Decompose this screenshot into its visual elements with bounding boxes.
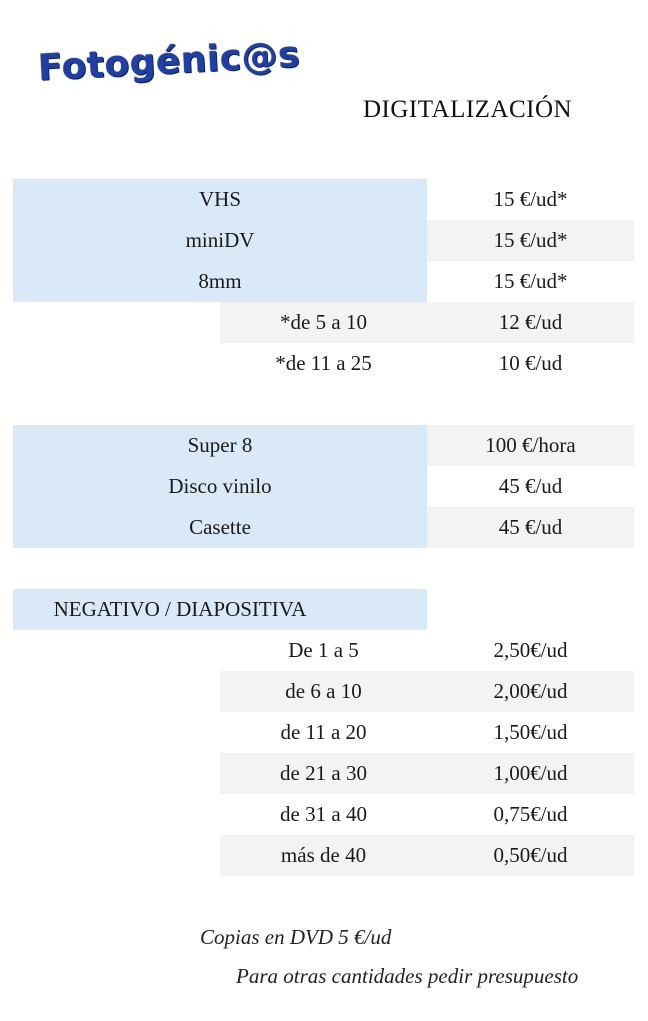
discount-price: 12 €/ud xyxy=(498,310,563,334)
negativo-range: De 1 a 5 xyxy=(288,638,359,662)
discount-range: *de 11 a 25 xyxy=(275,351,372,375)
negativo-range: de 11 a 20 xyxy=(280,720,367,744)
negativo-range: de 6 a 10 xyxy=(285,679,362,703)
negativo-range: más de 40 xyxy=(280,843,367,867)
video-item-name: miniDV xyxy=(185,228,255,252)
negativo-price: 1,50€/ud xyxy=(493,720,568,744)
video-item-name: VHS xyxy=(198,187,241,211)
page-title: DIGITALIZACIÓN xyxy=(363,96,573,123)
audio-item-price: 45 €/ud xyxy=(427,507,634,548)
video-item-name: 8mm xyxy=(198,269,242,293)
negativo-range: de 21 a 30 xyxy=(280,761,367,785)
negativo-range: de 31 a 40 xyxy=(280,802,367,826)
audio-item-price: 100 €/hora xyxy=(427,425,634,466)
audio-item-price: 45 €/ud xyxy=(498,474,563,498)
audio-item-name: Disco vinilo xyxy=(168,474,272,498)
negativo-price: 2,50€/ud xyxy=(493,638,568,662)
audio-item-name: Super 8 xyxy=(187,433,253,457)
quote-note: Para otras cantidades pedir presupuesto xyxy=(236,964,579,988)
discount-range: *de 5 a 10 xyxy=(280,310,367,334)
video-item-price: 15 €/ud* xyxy=(427,220,634,261)
negativo-title: NEGATIVO / DIAPOSITIVA xyxy=(13,589,427,630)
video-item-price: 15 €/ud* xyxy=(493,187,568,211)
audio-item-name: Casette xyxy=(189,515,251,539)
discount-price: 10 €/ud xyxy=(498,351,563,375)
logo: Fotogénic@s xyxy=(36,34,301,89)
video-item-price: 15 €/ud* xyxy=(493,269,568,293)
negativo-price: 2,00€/ud xyxy=(493,679,568,703)
dvd-copies-note: Copias en DVD 5 €/ud xyxy=(200,925,392,949)
negativo-price: 0,75€/ud xyxy=(493,802,568,826)
negativo-price: 1,00€/ud xyxy=(493,761,568,785)
negativo-price: 0,50€/ud xyxy=(493,843,568,867)
